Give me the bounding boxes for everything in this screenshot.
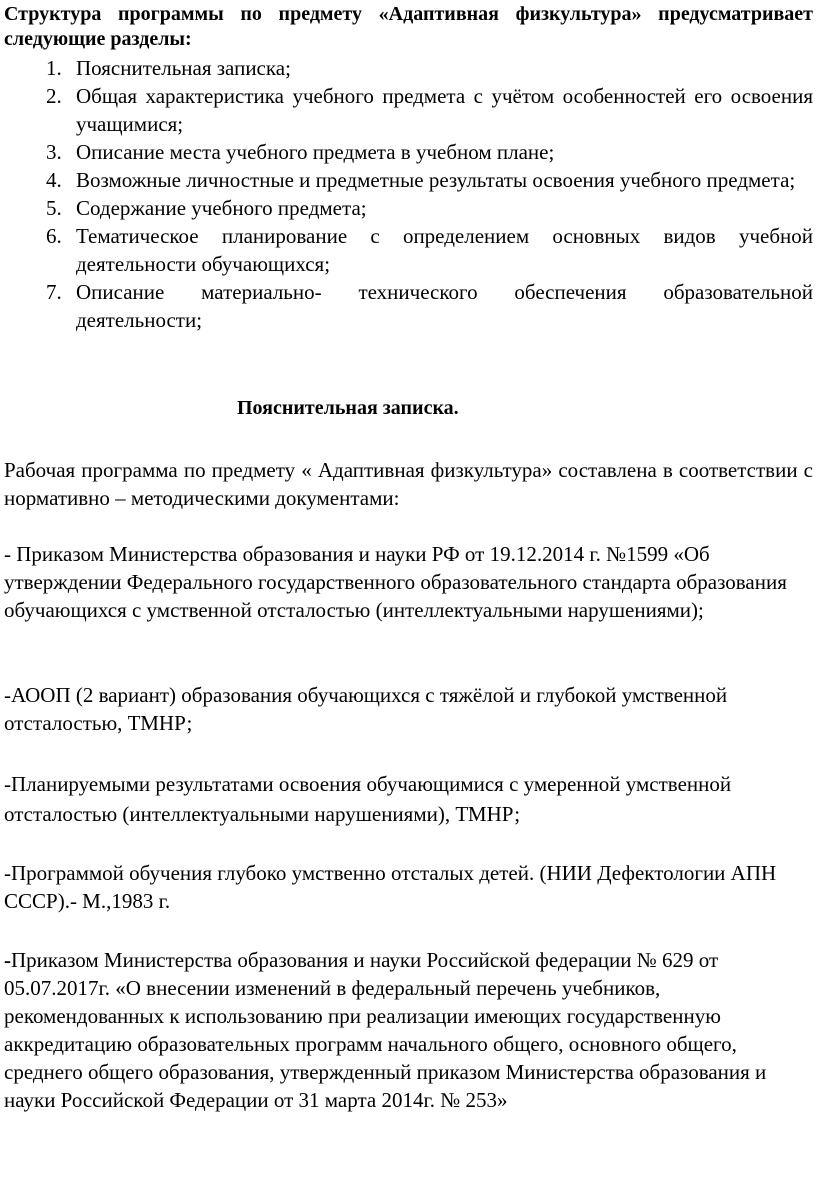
sections-list bbox=[4, 54, 813, 334]
list-item bbox=[4, 138, 813, 166]
list-item bbox=[4, 54, 813, 82]
list-item-text: Возможные личностные и предметные результаты освоения учебного предмета; bbox=[76, 168, 796, 192]
list-item-number: 4. bbox=[46, 168, 62, 192]
list-item-number: 6. bbox=[46, 224, 62, 248]
document-text: Приказом Министерства образования и науки Российской федерации № 629 от 05.07.2017г. «О внесении изменений в федеральный перечень учебников, рекомендованных к использованию при реализации имеющих государственную аккредитацию образовательных программ начального общего, основного общего, среднего общего образования, утвержденный приказом Министерства образования и науки Российской Федерации от 31 марта 2014г. № 253» bbox=[4, 948, 767, 1112]
intro-paragraph: Структура программы по предмету «Адаптивная физкультура» предусматривает следующие разделы: bbox=[4, 3, 813, 50]
document-dash: - bbox=[4, 948, 11, 972]
document-item: -Программой обучения глубоко умственно отсталых детей. (НИИ Дефектологии АПН СССР).- М.,1983 г. bbox=[4, 861, 777, 913]
list-item-text: Содержание учебного предмета; bbox=[76, 196, 367, 220]
list-item-text: Тематическое планирование с определением основных видов учебной деятельности обучающихся; bbox=[76, 224, 813, 276]
list-item-number: 5. bbox=[46, 196, 62, 220]
document-item: - Приказом Министерства образования и науки РФ от 19.12.2014 г. №1599 «Об утверждении Федерального государственного образовательного стандарта образования обучающихся с умственной отсталостью (интеллектуальными нарушениями); bbox=[4, 542, 787, 622]
list-item-text: Описание места учебного предмета в учебном плане; bbox=[76, 140, 555, 164]
document-item: -Планируемыми результатами освоения обучающимися с умеренной умственной отсталостью (интеллектуальными нарушениями), ТМНР; bbox=[4, 772, 732, 826]
list-item-number: 2. bbox=[46, 84, 62, 108]
list-item-number: 7. bbox=[46, 280, 62, 304]
list-item bbox=[4, 278, 813, 334]
list-item bbox=[4, 166, 813, 194]
list-item-text: Пояснительная записка; bbox=[76, 56, 291, 80]
document-item: -АООП (2 вариант) образования обучающихся с тяжёлой и глубокой умственной отсталостью, ТМНР; bbox=[4, 683, 728, 735]
list-item-text: Общая характеристика учебного предмета с учётом особенностей его освоения учащимися; bbox=[76, 84, 813, 136]
main-paragraph: Рабочая программа по предмету « Адаптивная физкультура» составлена в соответствии с нормативно – методическими документами: bbox=[4, 458, 813, 510]
section-heading: Пояснительная записка. bbox=[237, 397, 459, 419]
list-item-number: 3. bbox=[46, 140, 62, 164]
list-item bbox=[4, 194, 813, 222]
list-item-text: Описание материально- технического обеспечения образовательной деятельности; bbox=[76, 280, 813, 332]
document-item bbox=[4, 946, 813, 1114]
list-item-number: 1. bbox=[46, 56, 62, 80]
list-item bbox=[4, 222, 813, 278]
list-item bbox=[4, 82, 813, 138]
